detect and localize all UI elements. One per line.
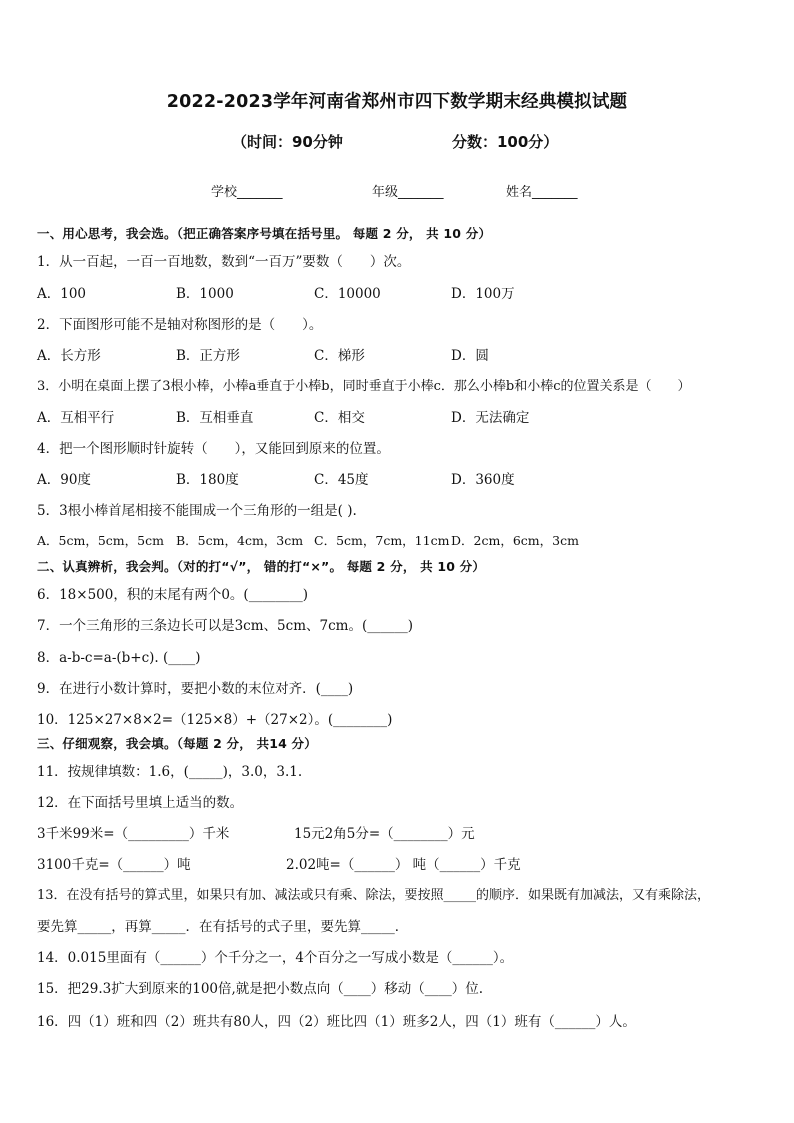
q12-item-ton[interactable]: 3100千克=（______）吨 — [37, 857, 191, 873]
question-13-line-1[interactable]: 13．在没有括号的算式里，如果只有加、减法或只有乘、除法，要按照_____的顺序．如果既有加减法，又有乘除法， — [37, 888, 711, 903]
q2-option-d[interactable]: D．圆 — [451, 348, 489, 364]
question-11[interactable]: 11．按规律填数：1.6，(_____)，3.0，3.1. — [37, 764, 303, 780]
q5-option-c[interactable]: C．5cm，7cm，11cm — [314, 533, 450, 548]
q4-option-b[interactable]: B．180度 — [176, 472, 239, 488]
question-8[interactable]: 8．a-b-c=a-(b+c). (____) — [37, 650, 201, 666]
q2-option-a[interactable]: A．长方形 — [37, 348, 101, 364]
q5-option-a[interactable]: A．5cm，5cm，5cm — [37, 533, 164, 548]
score-info: 分数：100分） — [452, 133, 559, 151]
q4-option-a[interactable]: A．90度 — [37, 472, 91, 488]
q3-option-d[interactable]: D．无法确定 — [451, 410, 530, 426]
question-1: 1．从一百起，一百一百地数，数到“一百万”要数（ ）次。 — [37, 254, 411, 270]
question-13-line-2[interactable]: 要先算_____，再算_____．在有括号的式子里，要先算_____． — [37, 919, 409, 935]
question-16[interactable]: 16．四（1）班和四（2）班共有80人，四（2）班比四（1）班多2人，四（1）班有（______）人。 — [37, 1014, 636, 1030]
question-14[interactable]: 14．0.015里面有（______）个千分之一，4个百分之一写成小数是（______）。 — [37, 950, 514, 966]
q3-option-a[interactable]: A．互相平行 — [37, 410, 115, 426]
q12-item-yuan[interactable]: 15元2角5分=（________）元 — [294, 826, 475, 842]
q2-option-b[interactable]: B．正方形 — [176, 348, 240, 364]
q12-item-ton-kg[interactable]: 2.02吨=（______） 吨（______）千克 — [286, 857, 521, 873]
question-3: 3．小明在桌面上摆了3根小棒，小棒a垂直于小棒b，同时垂直于小棒c．那么小棒b和小棒c的位置关系是（ ） — [37, 379, 691, 394]
section-2-heading: 二、认真辨析，我会判。（对的打“√”， 错的打“×”。 每题 2 分， 共 10 分） — [37, 559, 486, 574]
q4-option-d[interactable]: D．360度 — [451, 472, 515, 488]
exam-title: 2022-2023学年河南省郑州市四下数学期末经典模拟试题 — [166, 92, 628, 112]
q5-option-b[interactable]: B．5cm，4cm，3cm — [176, 533, 304, 548]
question-15[interactable]: 15．把29.3扩大到原来的100倍,就是把小数点向（____）移动（____）位. — [37, 981, 484, 997]
section-3-heading: 三、仔细观察，我会填。（每题 2 分， 共14 分） — [37, 736, 317, 751]
q1-option-c[interactable]: C．10000 — [314, 286, 381, 302]
q1-option-d[interactable]: D．100万 — [451, 286, 515, 302]
section-1-heading: 一、用心思考，我会选。（把正确答案序号填在括号里。 每题 2 分， 共 10 分） — [37, 226, 492, 241]
question-12: 12．在下面括号里填上适当的数。 — [37, 795, 244, 811]
question-6[interactable]: 6．18×500，积的末尾有两个0。(________) — [37, 587, 308, 603]
question-9[interactable]: 9．在进行小数计算时，要把小数的末位对齐．(____) — [37, 681, 354, 697]
grade-field[interactable]: 年级_______ — [372, 185, 444, 200]
q12-item-km[interactable]: 3千米99米=（_________）千米 — [37, 826, 230, 842]
q2-option-c[interactable]: C．梯形 — [314, 348, 365, 364]
question-7[interactable]: 7．一个三角形的三条边长可以是3cm、5cm、7cm。(______) — [37, 618, 413, 634]
q1-option-b[interactable]: B．1000 — [176, 286, 234, 302]
q5-option-d[interactable]: D．2cm，6cm，3cm — [451, 533, 579, 548]
q3-option-c[interactable]: C．相交 — [314, 410, 365, 426]
q3-option-b[interactable]: B．互相垂直 — [176, 410, 254, 426]
q4-option-c[interactable]: C．45度 — [314, 472, 369, 488]
question-10[interactable]: 10．125×27×8×2=（125×8）+（27×2）。(________) — [37, 712, 393, 728]
question-2: 2．下面图形可能不是轴对称图形的是（ ）。 — [37, 317, 323, 333]
name-field[interactable]: 姓名_______ — [506, 185, 578, 200]
school-field[interactable]: 学校_______ — [211, 185, 283, 200]
q1-option-a[interactable]: A．100 — [37, 286, 87, 302]
question-5: 5．3根小棒首尾相接不能围成一个三角形的一组是( ). — [37, 503, 357, 519]
question-4: 4．把一个图形顺时针旋转（ ），又能回到原来的位置。 — [37, 441, 390, 457]
time-info: （时间：90分钟 — [232, 133, 343, 151]
